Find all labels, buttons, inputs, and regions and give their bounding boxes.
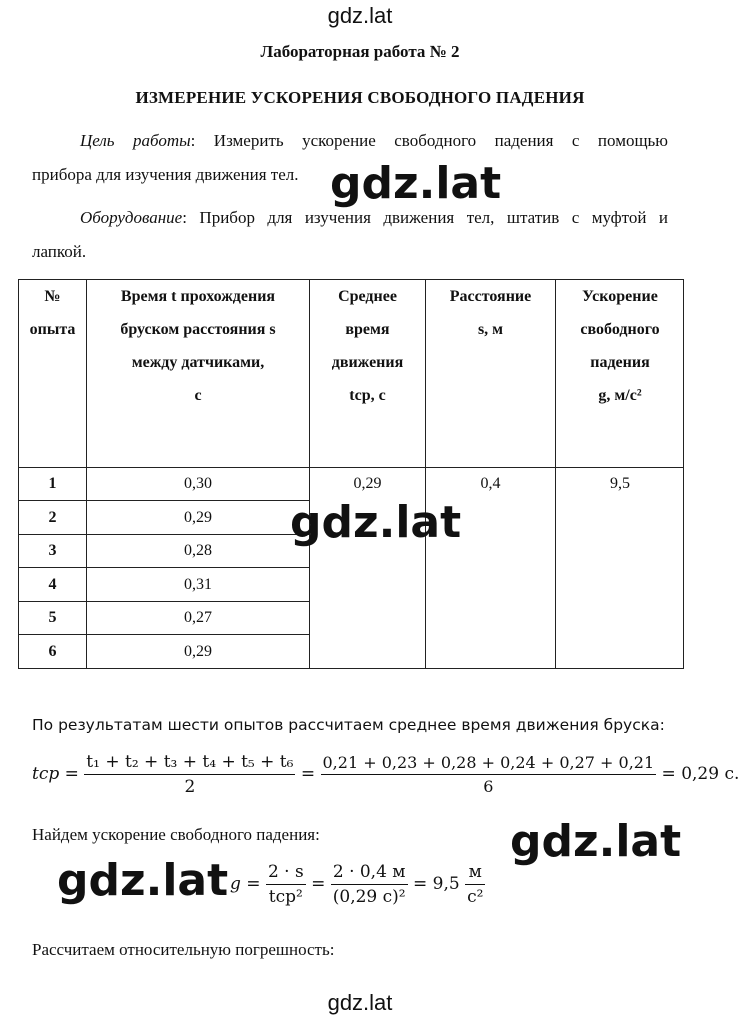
- formula1-eq: =: [300, 764, 316, 784]
- row-number: 1: [48, 475, 57, 492]
- avg-intro-text: По результатам шести опытов рассчитаем среднее время движения бруска:: [32, 716, 665, 734]
- watermark-2: gdz.lat: [290, 497, 462, 548]
- formula2-unit-num: м: [468, 862, 482, 882]
- lab-title: Лабораторная работа № 2: [260, 42, 460, 61]
- watermark-1: gdz.lat: [330, 158, 502, 209]
- header-acceleration: Ускорение свободного падения g, м/с²: [580, 288, 660, 404]
- header-time: Время t прохождения бруском расстояния s между датчиками, с: [120, 288, 276, 404]
- formula2-unit-den: с²: [465, 884, 485, 907]
- formula2-result: = 9,5: [413, 874, 460, 894]
- row-number: 3: [48, 542, 57, 559]
- goal-text1: : Измерить ускорение свободного падения с помощью: [190, 131, 669, 150]
- goal-label: Цель работы: [80, 131, 191, 150]
- row-time: 0,29: [184, 643, 212, 660]
- row-time: 0,27: [184, 609, 212, 626]
- lab-heading: ИЗМЕРЕНИЕ УСКОРЕНИЯ СВОБОДНОГО ПАДЕНИЯ: [135, 88, 585, 107]
- row-time: 0,31: [184, 576, 212, 593]
- formula2-num1: 2 · s: [267, 862, 304, 882]
- row-time: 0,29: [184, 509, 212, 526]
- formula2-lhs: g =: [230, 874, 261, 894]
- row-number: 6: [48, 643, 57, 660]
- watermark-3: gdz.lat: [510, 816, 682, 867]
- row-number: 5: [48, 609, 57, 626]
- formula2-den2: (0,29 с)²: [331, 884, 408, 907]
- formula1-den1: 2: [84, 774, 295, 797]
- results-table: [18, 279, 684, 669]
- distance-value: 0,4: [480, 475, 501, 492]
- watermark-top: gdz.lat: [327, 3, 393, 28]
- header-number: № опыта: [29, 288, 76, 338]
- equipment-text1: : Прибор для изучения движения тел, штатив с муфтой и: [182, 208, 668, 227]
- formula1-lhs: tср =: [32, 764, 79, 784]
- equipment-line1: [80, 201, 668, 235]
- row-number: 4: [48, 576, 57, 593]
- formula1-num1: t₁ + t₂ + t₃ + t₄ + t₅ + t₆: [86, 752, 294, 772]
- header-avg-time: Среднее время движения tср, с: [331, 288, 404, 404]
- formula1-num2: 0,21 + 0,23 + 0,28 + 0,24 + 0,27 + 0,21: [322, 753, 655, 772]
- avg-time-value: 0,29: [353, 475, 382, 492]
- row-time: 0,30: [184, 475, 212, 492]
- header-distance: Расстояние s, м: [449, 288, 532, 338]
- acceleration-value: 9,5: [610, 475, 630, 492]
- formula2-den1: tср²: [266, 884, 306, 907]
- g-intro-text: Найдем ускорение свободного падения:: [32, 825, 320, 844]
- goal-line2: прибора для изучения движения тел.: [32, 165, 299, 184]
- row-time: 0,28: [184, 542, 212, 559]
- error-intro-text: Рассчитаем относительную погрешность:: [32, 940, 335, 959]
- watermark-bottom: gdz.lat: [327, 990, 393, 1015]
- goal-line1: [80, 124, 668, 158]
- equipment-line2: лапкой.: [32, 242, 87, 261]
- formula-avg-time: [32, 752, 739, 797]
- formula1-den2: 6: [321, 774, 657, 796]
- formula-g: [230, 862, 485, 907]
- formula2-num2: 2 · 0,4 м: [332, 862, 406, 882]
- formula1-result: = 0,29 с.: [661, 764, 739, 784]
- watermark-4: gdz.lat: [57, 855, 229, 906]
- formula2-eq: =: [311, 874, 326, 894]
- equipment-label: Оборудование: [80, 208, 183, 227]
- row-number: 2: [48, 509, 57, 526]
